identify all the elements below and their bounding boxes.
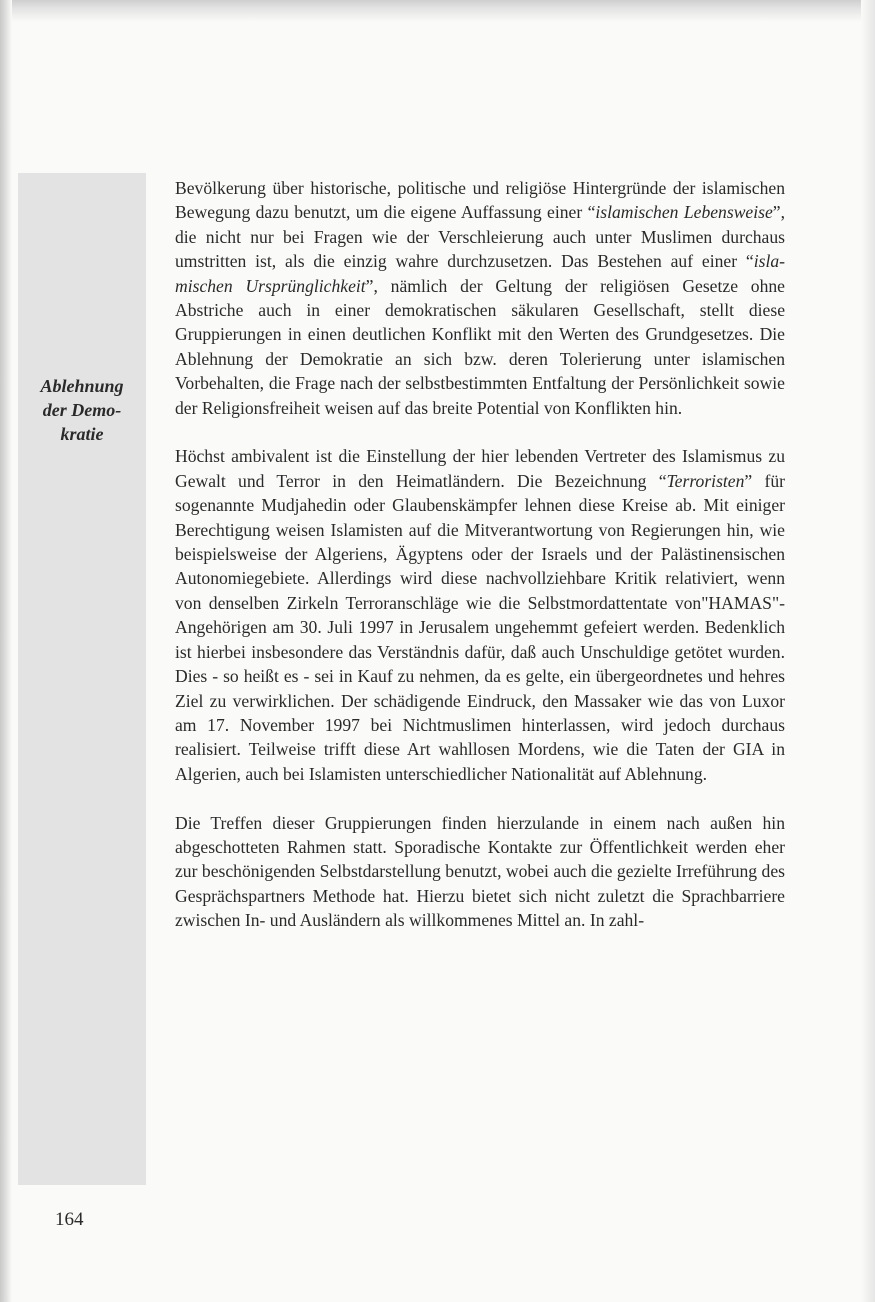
paragraph-2-text-a: Höchst ambivalent ist die Einstellung der hier lebenden Vertreter des Islamismus zu Gewalt und Terror in den Heimatländern. Die Bezeichnung “ xyxy=(175,446,785,491)
paragraph-1 xyxy=(175,176,785,420)
margin-sidebar xyxy=(18,173,146,1185)
margin-note-line-1: Ablehnung xyxy=(40,376,124,396)
body-text xyxy=(175,176,785,957)
paragraph-1-text-a: Bevölkerung über historische, politische und religiöse Hintergründe der islamischen Bewegung dazu benutzt, um die eigene Auffassung einer “ xyxy=(175,178,785,223)
scan-shadow-left xyxy=(0,0,12,1302)
paragraph-1-emphasis-1: islamischen Lebensweise xyxy=(595,202,773,223)
paragraph-1-text-c: ”, nämlich der Geltung der religiösen Gesetze ohne Abstriche auch in einer demokratischen säkularen Gesellschaft, stellt diese Gruppierungen in einen deutlichen Konflikt mit den Werten des Grundgesetzes. Die Ablehnung der Demokratie an sich bzw. deren Tolerierung unter islamischen Vorbehalten, die Frage nach der selbstbestimmten Entfaltung der Persönlichkeit sowie der Religionsfreiheit weisen auf das breite Potential von Konflikten hin. xyxy=(175,275,785,418)
paragraph-2-text-b: ” für sogenannte Mudjahedin oder Glaubenskämpfer lehnen diese Kreise ab. Mit einiger Berechtigung weisen Islamisten auf die Mitverantwortung von Regierungen hin, wie beispielsweise der Algeriens, Ägyptens oder der Israels und der Palästinensischen Autonomiegebiete. Allerdings wird diese nachvollziehbare Kritik relativiert, wenn von denselben Zirkeln Terroranschläge wie die Selbstmordattentate von"HAMAS"-Angehörigen am 30. Juli 1997 in Jerusalem ungehemmt gefeiert werden. Bedenklich ist hierbei insbesondere das Verständnis dafür, daß auch Unschuldige getötet wurden. Dies - so heißt es - sei in Kauf zu nehmen, da es gelte, ein übergeordnetes und hehres Ziel zu verwirklichen. Der schädigende Eindruck, den Massaker wie das von Luxor am 17. November 1997 bei Nichtmuslimen hinterlassen, wird jedoch durchaus realisiert. Teilweise trifft diese Art wahllosen Mordens, wie die Taten der GIA in Algerien, auch bei Islamisten unterschiedlicher Nationalität auf Ablehnung. xyxy=(175,470,785,784)
paragraph-2 xyxy=(175,444,785,786)
paragraph-2-emphasis-1: Terroristen xyxy=(666,470,745,491)
margin-note xyxy=(18,374,146,446)
page-number: 164 xyxy=(55,1209,84,1230)
scan-shadow-top xyxy=(0,0,875,22)
margin-note-line-3: kratie xyxy=(60,424,104,444)
paragraph-1-emphasis-2: islamischen Ursprünglichkeit xyxy=(175,251,785,296)
paragraph-1-text-b: ”, die nicht nur bei Fragen wie der Verschleierung auch unter Muslimen durchaus umstritten ist, als die einzig wahre durchzusetzen. Das Bestehen auf einer “ xyxy=(175,202,785,272)
paragraph-3 xyxy=(175,811,785,933)
paragraph-3-text: Die Treffen dieser Gruppierungen finden hierzulande in einem nach außen hin abgeschotteten Rahmen statt. Sporadische Kontakte zur Öffentlichkeit werden eher zur beschönigenden Selbstdarstellung benutzt, wobei auch die gezielte Irreführung des Gesprächspartners Methode hat. Hierzu bietet sich nicht zuletzt die Sprachbarriere zwischen In- und Ausländern als willkommenes Mittel an. In zahl- xyxy=(175,812,785,931)
margin-note-line-2: der Demo- xyxy=(42,400,122,420)
scan-shadow-right xyxy=(861,0,875,1302)
